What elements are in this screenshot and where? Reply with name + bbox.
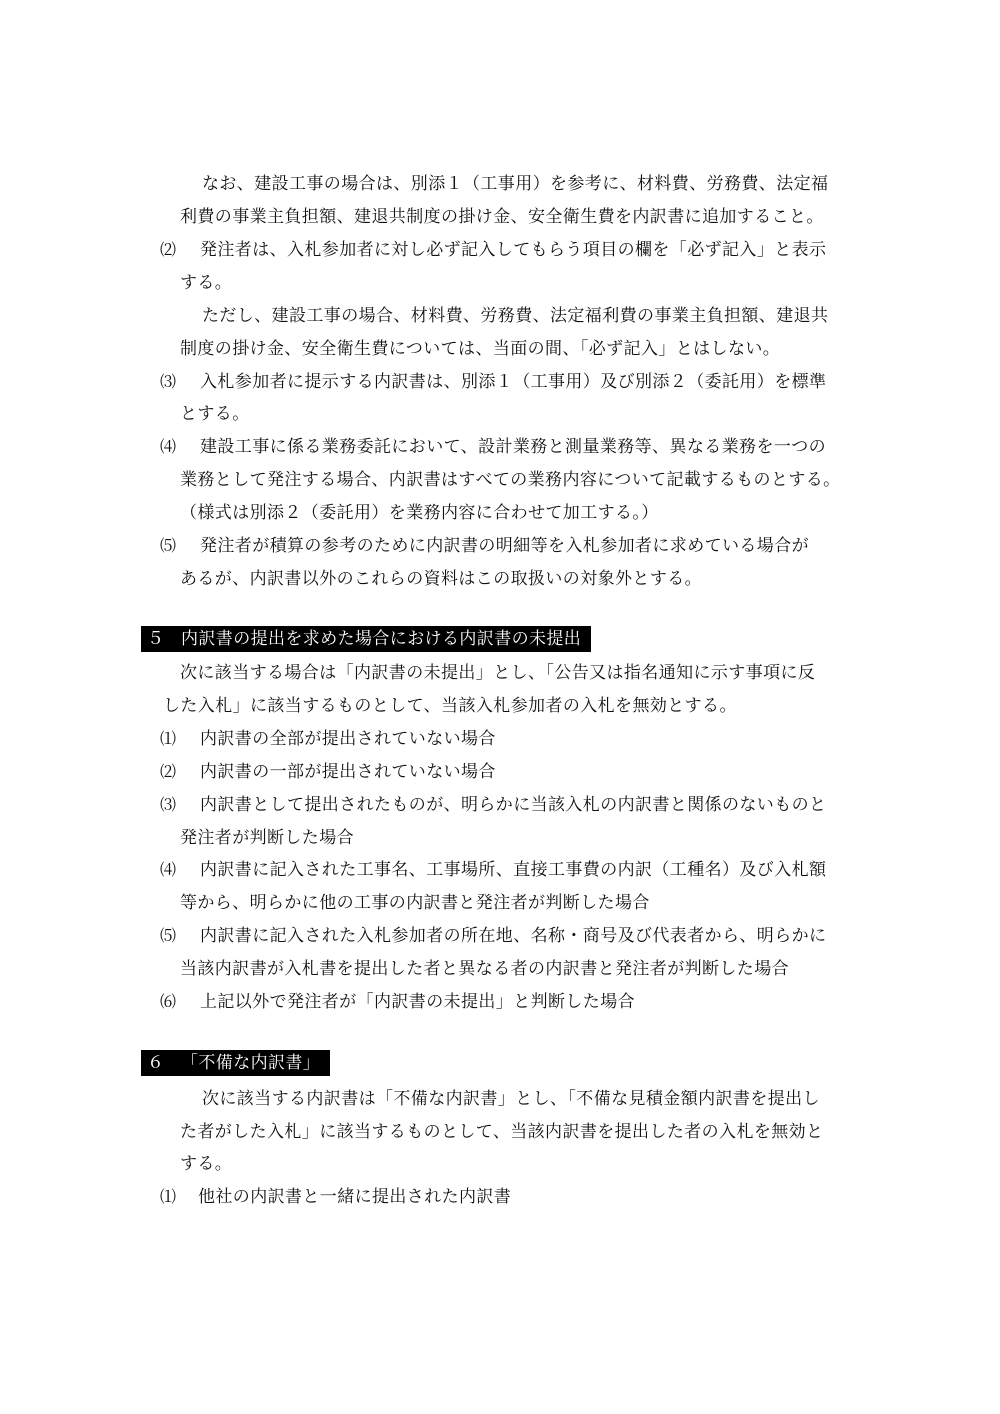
item-number: ⑶	[160, 372, 177, 391]
item-line: （様式は別添２（委託用）を業務内容に合わせて加工する。）	[180, 503, 659, 523]
item-number: ⑴	[160, 729, 177, 748]
item-number: ⑴	[160, 1187, 177, 1206]
item-line: ただし、建設工事の場合、材料費、労務費、法定福利費の事業主負担額、建退共	[202, 306, 829, 326]
item-number: ⑸	[160, 926, 177, 945]
item-line: あるが、内訳書以外のこれらの資料はこの取扱いの対象外とする。	[180, 569, 702, 589]
item-line: 上記以外で発注者が「内訳書の未提出」と判断した場合	[200, 992, 635, 1012]
section-6-intro-line: た者がした入札」に該当するものとして、当該内訳書を提出した者の入札を無効と	[180, 1122, 824, 1142]
section-title: 内訳書の提出を求めた場合における内訳書の未提出	[181, 629, 582, 649]
item-line: 業務として発注する場合、内訳書はすべての業務内容について記載するものとする。	[180, 470, 841, 490]
section-title: 「不備な内訳書」	[181, 1053, 321, 1073]
item-line: 内訳書の全部が提出されていない場合	[200, 729, 496, 749]
item-number: ⑸	[160, 536, 177, 555]
item-line: 建設工事に係る業務委託において、設計業務と測量業務等、異なる業務を一つの	[200, 437, 827, 457]
section-number: ５	[147, 629, 165, 649]
item-line: 内訳書の一部が提出されていない場合	[200, 762, 496, 782]
section-6-intro-line: 次に該当する内訳書は「不備な内訳書」とし、「不備な見積金額内訳書を提出し	[202, 1089, 820, 1109]
item-line: 当該内訳書が入札書を提出した者と異なる者の内訳書と発注者が判断した場合	[180, 959, 789, 979]
section-6-intro-line: する。	[180, 1154, 233, 1174]
section-5-heading	[141, 626, 591, 652]
section-6-heading	[141, 1050, 330, 1076]
item-number: ⑷	[160, 437, 177, 456]
section-5-intro-line: 次に該当する場合は「内訳書の未提出」とし、「公告又は指名通知に示す事項に反	[180, 663, 816, 683]
item-line: 発注者は、入札参加者に対し必ず記入してもらう項目の欄を「必ず記入」と表示	[200, 240, 827, 260]
item-line: 他社の内訳書と一緒に提出された内訳書	[198, 1187, 512, 1207]
item-line: とする。	[180, 404, 250, 424]
item-line: 制度の掛け金、安全衛生費については、当面の間、「必ず記入」とはしない。	[180, 339, 781, 359]
item-line: 発注者が判断した場合	[180, 828, 354, 848]
item-number: ⑵	[160, 762, 177, 781]
item-line: 発注者が積算の参考のために内訳書の明細等を入札参加者に求めている場合が	[200, 536, 809, 556]
item-line: 内訳書として提出されたものが、明らかに当該入札の内訳書と関係のないものと	[200, 795, 827, 815]
intro-line: なお、建設工事の場合は、別添１（工事用）を参考に、材料費、労務費、法定福	[202, 174, 829, 194]
item-line: 等から、明らかに他の工事の内訳書と発注者が判断した場合	[180, 893, 650, 913]
item-line: 内訳書に記入された工事名、工事場所、直接工事費の内訳（工種名）及び入札額	[200, 860, 827, 880]
section-5-intro-line: した入札」に該当するものとして、当該入札参加者の入札を無効とする。	[163, 696, 737, 716]
item-line: 内訳書に記入された入札参加者の所在地、名称・商号及び代表者から、明らかに	[200, 926, 827, 946]
item-number: ⑶	[160, 795, 177, 814]
intro-line: 利費の事業主負担額、建退共制度の掛け金、安全衛生費を内訳書に追加すること。	[180, 207, 824, 227]
section-number: ６	[147, 1053, 165, 1073]
item-number: ⑷	[160, 860, 177, 879]
item-number: ⑵	[160, 240, 177, 259]
item-number: ⑹	[160, 992, 177, 1011]
item-line: 入札参加者に提示する内訳書は、別添１（工事用）及び別添２（委託用）を標準	[200, 372, 827, 392]
item-line: する。	[180, 273, 233, 293]
